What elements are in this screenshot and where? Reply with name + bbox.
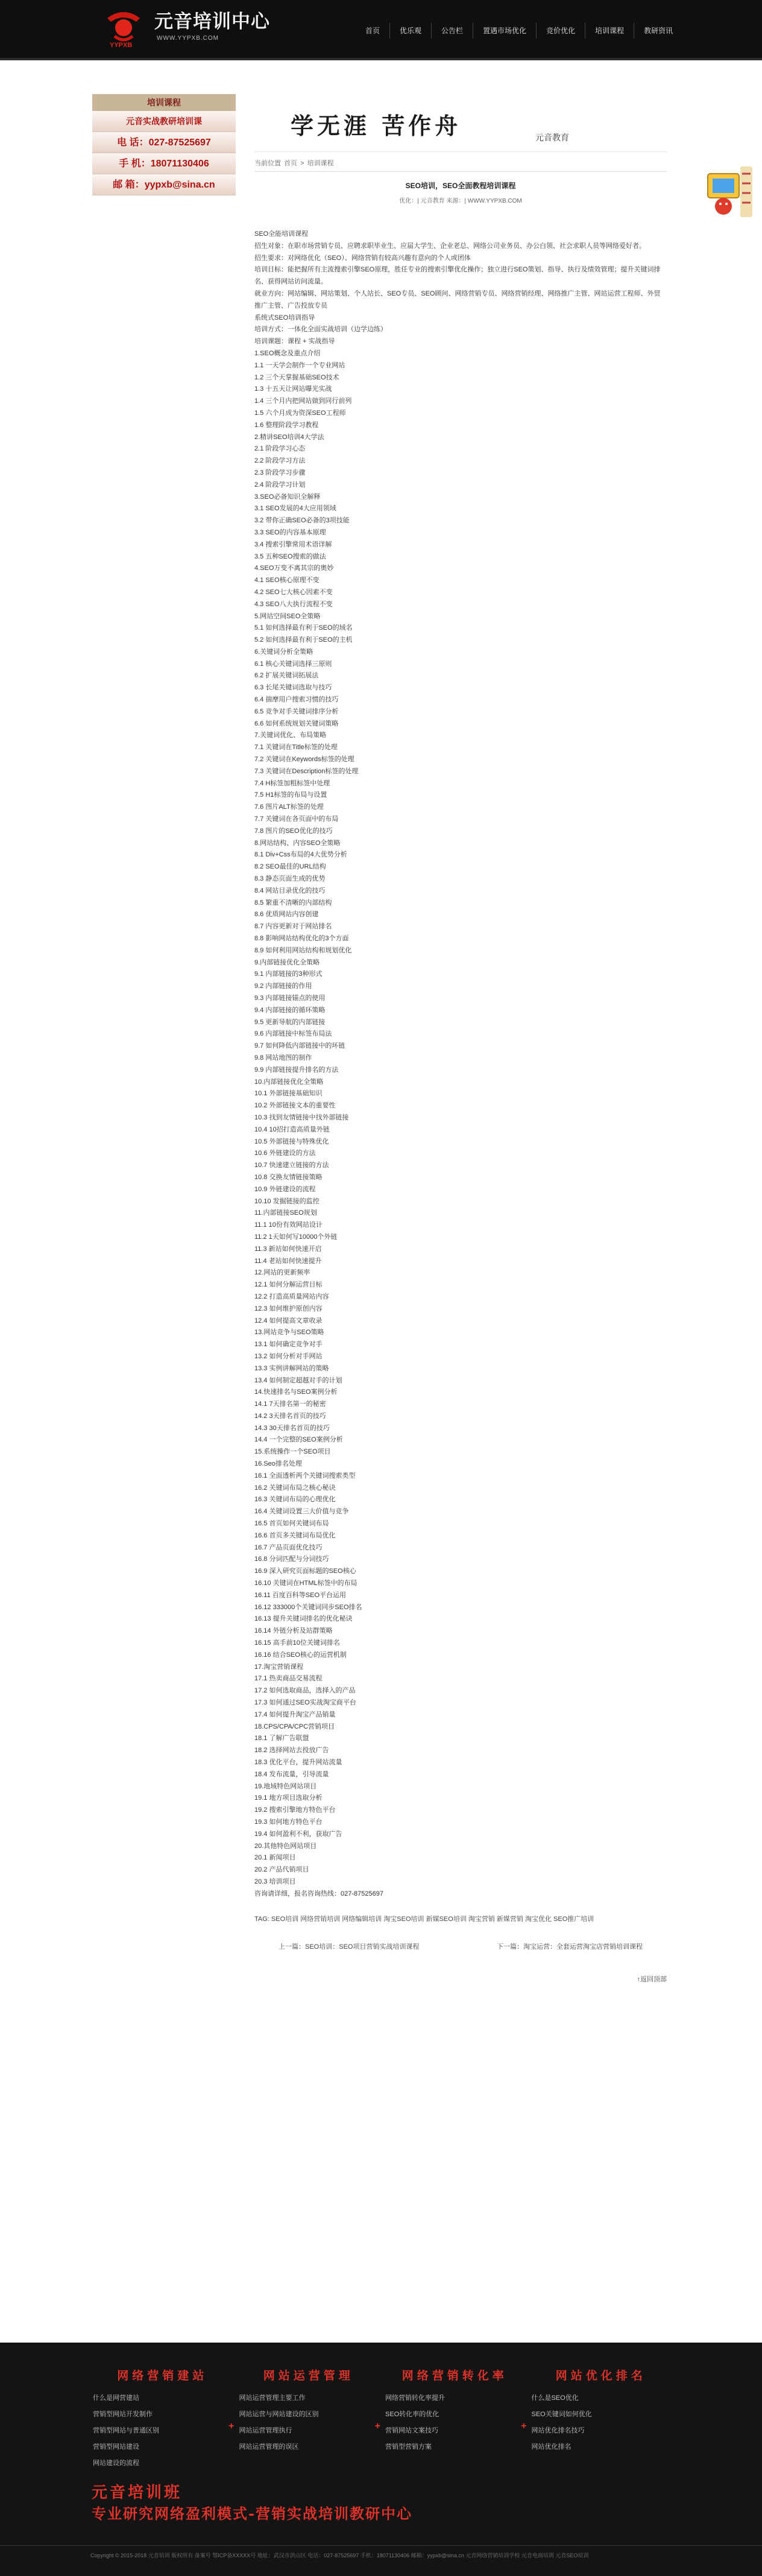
article-line: 4.2 SEO七大核心因素不变: [254, 588, 333, 596]
article-line: 1.2 三个天掌握基础SEO技术: [254, 373, 339, 381]
article-line: 系统式SEO培训指导: [254, 314, 315, 321]
article-title: SEO培训，SEO全面教程培训课程: [405, 182, 516, 190]
article-line: 10.1 外部链接基础知识: [254, 1090, 323, 1098]
article-line: 培训目标：能把握所有主流搜索引擎SEO原理，胜任专业的搜索引擎优化操作；独立进行SEO策划、指导、执行及绩效管理；提升关键词排名、获得网站访问流量。: [254, 266, 661, 286]
plus-icon: +: [228, 2421, 235, 2431]
footer-col-ranking: [528, 2367, 675, 2472]
article-line: 2.精讲SEO培训4大学法: [254, 433, 324, 441]
article-line: 9.7 如何降低内部链接中的坏链: [254, 1042, 345, 1050]
article-line: 18.1 了解广告联盟: [254, 1735, 309, 1742]
article-line: 9.2 内部链接的作用: [254, 983, 312, 990]
main-content: [254, 94, 667, 1984]
article-line: 19.1 地方项目选取分析: [254, 1794, 323, 1802]
site-footer: [0, 2343, 762, 2576]
prev-next-nav: [254, 1941, 667, 1951]
article-line: 4.1 SEO核心原理不变: [254, 577, 320, 584]
footer-link[interactable]: 网站优化排名: [531, 2443, 572, 2451]
article-line: 20.2 产品代销项目: [254, 1866, 309, 1874]
article-line: 培训课题：课程 + 实战指导: [254, 338, 335, 346]
article-line: 6.2 扩展关键词拓展法: [254, 672, 319, 680]
article-line: 16.10 关键词在HTML标签中的布局: [254, 1580, 357, 1587]
article-line: 5.网站空间SEO全策略: [254, 612, 321, 620]
back-to-top-link[interactable]: ↑返回顶部: [637, 1975, 667, 1983]
article-line: 8.3 静态页面生成的优势: [254, 875, 326, 883]
article-line: 19.地域特色网站项目: [254, 1782, 317, 1790]
breadcrumb-home[interactable]: 首页: [284, 160, 298, 167]
article-line: 8.5 繁重不清晰的内部结构: [254, 899, 332, 907]
article-line: 16.15 高手前10位关键词排名: [254, 1639, 340, 1647]
site-header: [0, 0, 762, 60]
nav-market-optimize[interactable]: 置遇市场优化: [473, 23, 536, 39]
article-line: 16.2 关键词布局之核心秘诀: [254, 1484, 336, 1492]
article-line: 10.8 交换友情链接策略: [254, 1173, 323, 1181]
article-line: SEO全能培训课程: [254, 230, 309, 238]
article-line: 10.4 10招打造高质量外链: [254, 1125, 330, 1133]
article-line: 6.6 如何系统规划关键词策略: [254, 720, 339, 727]
footer-col-title: 网络营销转化率: [401, 2369, 508, 2382]
article-line: 9.1 内部链接的3种形式: [254, 970, 323, 978]
article-line: 咨询请详细，报名咨询热线：027-87525697: [254, 1890, 383, 1897]
article-line: 10.5 外部链接与特殊优化: [254, 1138, 329, 1145]
plus-icon: +: [374, 2421, 380, 2431]
article-line: 6.关键词分析全策略: [254, 648, 313, 656]
article-line: 20.1 新闻项目: [254, 1854, 296, 1862]
article-line: 16.13 提升关键词排名的优化秘诀: [254, 1615, 353, 1623]
article-line: 15.系统操作一个SEO项目: [254, 1448, 331, 1456]
article-line: 10.2 外部链接文本的重要性: [254, 1102, 336, 1110]
footer-slogan-title: 元音培训班: [92, 2484, 183, 2502]
article-line: 7.7 关键词在各页面中的布局: [254, 815, 339, 823]
breadcrumb-courses[interactable]: 培训课程: [307, 160, 334, 167]
article-line: 7.2 关键词在Keywords标签的处理: [254, 756, 354, 764]
article-line: 5.1 如何选择最有利于SEO的域名: [254, 624, 353, 632]
article-line: 招生对象：在职市场营销专员、应聘求职毕业生、应届大学生、企业老总、网络公司业务员、办公白领、社会求职人员等网络爱好者。: [254, 242, 646, 250]
article-line: 16.1 全面透析两个关键词搜索类型: [254, 1472, 356, 1479]
article-line: 3.5 五种SEO搜索的做法: [254, 552, 326, 560]
article-line: 17.3 如何通过SEO实战淘宝商平台: [254, 1699, 356, 1707]
article-line: 16.7 产品页面优化技巧: [254, 1543, 323, 1551]
calligraphy-banner: [254, 94, 667, 152]
footer-link[interactable]: 营销型网站开发制作: [93, 2411, 153, 2418]
article-line: 18.4 发布流量，引导流量: [254, 1770, 329, 1778]
logo-icon: [101, 4, 146, 48]
article-line: 8.8 影响网站结构优化的3个方面: [254, 935, 349, 943]
footer-link[interactable]: 什么是SEO优化: [531, 2394, 579, 2402]
article-line: 1.3 十五天让网站曝光实战: [254, 385, 332, 393]
article-line: 20.其他特色网站项目: [254, 1842, 317, 1850]
article-line: 6.5 竞争对手关键词排序分析: [254, 707, 339, 715]
main-nav: [356, 23, 682, 39]
article-line: 4.SEO万变不离其宗的奥妙: [254, 565, 334, 572]
article-line: 20.3 培训项目: [254, 1878, 296, 1885]
article-line: 10.3 找到友情链接中找外部链接: [254, 1113, 349, 1121]
site-logo[interactable]: [101, 4, 276, 49]
article-line: 3.2 带你正确SEO必备的3项技能: [254, 517, 350, 525]
footer-link[interactable]: 网站运营与网站建设的区别: [239, 2411, 319, 2418]
nav-youleguan[interactable]: 优乐观: [389, 23, 431, 39]
article-line: 7.1 关键词在Title标签的处理: [254, 744, 338, 752]
article-line: 4.3 SEO八大执行流程不变: [254, 600, 333, 608]
article-line: 16.6 首页多关键词布局优化: [254, 1531, 336, 1539]
sidebar: [92, 94, 236, 195]
article-line: 16.3 关键词布局的心理优化: [254, 1496, 336, 1504]
article-line: 7.4 H标签加粗标签中处理: [254, 779, 330, 787]
article-line: 16.14 外链分析及站群策略: [254, 1627, 333, 1635]
article-line: 18.CPS/CPA/CPC营销项目: [254, 1723, 335, 1730]
footer-link[interactable]: 营销网站文案技巧: [385, 2427, 438, 2434]
plus-icon: +: [521, 2421, 527, 2431]
article-line: 1.5 六个月成为资深SEO工程师: [254, 409, 346, 417]
breadcrumb-separator: >: [300, 160, 304, 167]
prev-article-link[interactable]: 上一篇：SEO培训：SEO项目营销实战培训课程: [279, 1943, 420, 1951]
article-line: 9.4 内部链接的循环策略: [254, 1006, 326, 1014]
article-line: 16.11 百度百科等SEO平台运用: [254, 1591, 346, 1599]
logo-title: 元音培训中心: [154, 11, 270, 33]
footer-link[interactable]: 网站运营管理执行: [239, 2427, 292, 2434]
sidebar-mobile: 手 机：18071130406: [92, 153, 236, 174]
article-line: 12.3 如何维护原创内容: [254, 1305, 323, 1312]
article-line: 2.1 阶段学习心态: [254, 445, 306, 453]
article-line: 1.4 三个月内把网站做到同行前列: [254, 397, 352, 405]
footer-col-title: 网站运营管理: [263, 2369, 354, 2382]
article-line: 16.16 结合SEO核心的运营机制: [254, 1651, 347, 1659]
article-line: 7.5 H1标签的布局与设置: [254, 791, 327, 799]
article-line: 9.5 更新导航的内部链接: [254, 1018, 326, 1026]
floating-consult-icon[interactable]: [703, 162, 754, 224]
article-line: 14.1 7天排名第一的秘密: [254, 1400, 326, 1408]
article-line: 13.网站竞争与SEO策略: [254, 1329, 324, 1337]
article-line: 17.淘宝营销课程: [254, 1663, 304, 1671]
article-line: 19.2 搜索引擎地方特色平台: [254, 1806, 336, 1814]
article-line: 13.1 如何确定竞争对手: [254, 1341, 323, 1349]
article-line: 10.9 外链建设的流程: [254, 1185, 316, 1193]
footer-link[interactable]: 网站运营管理主要工作: [239, 2394, 306, 2402]
article-meta: 优化：| 元音教育 来源：| WWW.YYPXB.COM: [399, 198, 522, 204]
article-line: 17.2 如何选取商品，选择入的产品: [254, 1687, 356, 1695]
footer-link[interactable]: 网站建设的流程: [93, 2460, 139, 2467]
article-line: 16.Seo排名处理: [254, 1460, 302, 1468]
nav-courses[interactable]: 培训课程: [585, 23, 634, 39]
article-line: 1.1 一天学会制作一个专业网站: [254, 361, 345, 369]
article-line: 培训方式：一体化全面实战培训（边学边练）: [254, 326, 387, 334]
article-line: 11.4 老站如何快速提升: [254, 1257, 322, 1265]
article-line: 3.4 搜索引擎常用术语详解: [254, 540, 332, 548]
article-line: 12.4 如何提高文章收录: [254, 1317, 323, 1324]
article-line: 7.3 关键词在Description标签的处理: [254, 767, 359, 775]
article-line: 2.4 阶段学习计划: [254, 481, 306, 489]
logo-url: WWW.YYPXB.COM: [157, 35, 219, 42]
article-line: 9.内部链接优化全策略: [254, 958, 320, 966]
article-line: 11.1 10份有效网站设计: [254, 1221, 323, 1229]
article-line: 6.3 长尾关键词选取与技巧: [254, 684, 332, 692]
article-line: 7.8 图片的SEO优化的技巧: [254, 827, 333, 835]
article-body: [254, 229, 667, 1900]
article-line: 招生要求：对网络优化（SEO）、网络营销有较高兴趣有意向的个人或团体: [254, 254, 471, 262]
sidebar-email: 邮 箱：yypxb@sina.cn: [92, 174, 236, 195]
article-line: 8.6 优质网站内容创建: [254, 911, 319, 919]
article-line: 5.2 如何选择最有利于SEO的主机: [254, 636, 353, 644]
footer-link[interactable]: SEO关键词如何优化: [531, 2411, 592, 2418]
article-line: 12.1 如何分解运营目标: [254, 1281, 323, 1289]
article-line: 2.3 阶段学习步骤: [254, 469, 306, 476]
breadcrumb: [254, 158, 667, 172]
footer-link[interactable]: 营销型营销方案: [385, 2443, 432, 2451]
article-line: 12.网站的更新频率: [254, 1269, 310, 1277]
footer-link[interactable]: 什么是网营建站: [93, 2394, 139, 2402]
article-line: 14.快速排名与SEO案例分析: [254, 1388, 338, 1396]
footer-link[interactable]: 营销型网站与普通区别: [93, 2427, 159, 2434]
article-line: 17.1 热卖商品交易流程: [254, 1675, 323, 1683]
article-line: 6.1 核心关键词选择三原则: [254, 660, 332, 668]
article-line: 18.2 选择网站去投放广告: [254, 1747, 329, 1755]
footer-col-title: 网络营销建站: [117, 2369, 208, 2382]
footer-link[interactable]: 营销型网站建设: [93, 2443, 139, 2451]
article-line: 8.4 网站目录优化的技巧: [254, 887, 326, 894]
article-line: 3.3 SEO的内容基本原理: [254, 528, 326, 536]
article-line: 10.7 快速建立链接的方法: [254, 1162, 329, 1169]
footer-col-title: 网站优化排名: [555, 2369, 646, 2382]
article-line: 7.6 图片ALT标签的处理: [254, 803, 324, 811]
article-line: 3.SEO必备知识全解释: [254, 493, 321, 501]
article-line: 8.1 Div+Css布局的4大优势分析: [254, 851, 347, 859]
article-line: 16.9 深入研究页面标题的SEO核心: [254, 1568, 356, 1575]
article-line: 11.内部链接SEO规划: [254, 1209, 317, 1217]
footer-copyright: Copyright © 2015-2018 元音培训 版权所有 备案号 鄂ICP备XXXXX号 地址：武汉市洪山区 电话：027-87525697 手机：18071130406 邮箱：yypxb@sina.cn 元音网络营销培训学校 元音电商培训 元音SEO培训: [90, 2552, 589, 2559]
article-line: 13.4 如何制定超越对手的计划: [254, 1376, 342, 1384]
footer-col-build: [89, 2367, 236, 2472]
article-line: 19.4 如何盈利不利，获取广告: [254, 1830, 342, 1838]
article-line: 14.2 3天排名首页的技巧: [254, 1412, 326, 1420]
footer-slogan-subtitle: 专业研究网络盈利模式-营销实战培训教研中心: [92, 2505, 412, 2522]
footer-link[interactable]: SEO转化率的优化: [385, 2411, 439, 2418]
article-line: 10.10 发掘链接的监控: [254, 1197, 320, 1205]
article-line: 2.2 阶段学习方法: [254, 457, 306, 465]
article-line: 14.3 30天排名首页的技巧: [254, 1424, 330, 1432]
article-line: 就业方向：网站编辑、网站策划、个人站长、SEO专员、SEO顾问、网络营销专员、网络营销经理、网络推广主管、网站运营工程师、外贸推广主管、广告投放专员: [254, 290, 661, 309]
article-line: 9.9 内部链接提升排名的方法: [254, 1066, 339, 1074]
footer-divider: [0, 2545, 762, 2546]
sidebar-course-name[interactable]: 元音实战教研培训课: [92, 111, 236, 132]
article-line: 13.2 如何分析对手网站: [254, 1352, 323, 1360]
article-line: 11.2 1天如何写10000个外链: [254, 1233, 338, 1241]
article-line: 8.网站结构、内容SEO全策略: [254, 839, 341, 847]
article-line: 8.9 如何利用网站结构和规划优化: [254, 946, 352, 954]
sidebar-phone: 电 话：027-87525697: [92, 132, 236, 153]
article-line: 12.2 打造高质量网站内容: [254, 1293, 329, 1300]
banner-subtitle: 元音教育: [535, 133, 569, 143]
article-line: 10.内部链接优化全策略: [254, 1078, 324, 1086]
footer-col-conversion: [382, 2367, 528, 2472]
nav-notice[interactable]: 公告栏: [431, 23, 473, 39]
logo-sub-text: YYPXB: [110, 42, 133, 48]
nav-home[interactable]: 首页: [365, 27, 380, 35]
article-line: 13.3 实例讲解网站的策略: [254, 1364, 329, 1372]
footer-link[interactable]: 网站运营管理的误区: [239, 2443, 299, 2451]
article-line: 17.4 如何提升淘宝产品销量: [254, 1710, 336, 1718]
next-article-link[interactable]: 下一篇：淘宝运营：全套运营淘宝店营销培训课程: [497, 1943, 643, 1951]
article-line: 1.SEO概念及重点介绍: [254, 349, 321, 357]
article-line: 9.3 内部链接锚点的使用: [254, 995, 326, 1002]
article-line: 8.2 SEO最佳的URL结构: [254, 863, 326, 871]
footer-link[interactable]: 网站优化排名技巧: [531, 2427, 585, 2434]
article-line: 6.4 揣摩用户搜索习惯的技巧: [254, 696, 339, 704]
article-line: 16.8 分词匹配与分词技巧: [254, 1555, 329, 1563]
article-tags[interactable]: TAG: SEO培训 网络营销培训 网络编辑培训 淘宝SEO培训 新媒SEO培训 淘宝营销 新媒营销 淘宝优化 SEO推广培训: [254, 1915, 594, 1923]
article-line: 7.关键词优化、布局策略: [254, 732, 327, 739]
breadcrumb-label: 当前位置: [254, 160, 281, 167]
footer-col-operate: [236, 2367, 382, 2472]
sidebar-heading[interactable]: 培训课程: [92, 94, 236, 111]
article-line: 16.4 关键词设置三大价值与竞争: [254, 1508, 349, 1516]
article-line: 11.3 新站如何快速开启: [254, 1245, 322, 1253]
footer-link[interactable]: 网络营销转化率提升: [385, 2394, 445, 2402]
article-line: 19.3 如何地方特色平台: [254, 1818, 323, 1826]
article-line: 10.6 外链建设的方法: [254, 1150, 316, 1157]
article-line: 8.7 内容更新对于网站排名: [254, 923, 332, 931]
nav-research-news[interactable]: 教研资讯: [634, 23, 682, 39]
banner-calligraphy: 学无涯 苦作舟: [291, 112, 462, 139]
nav-bid-optimize[interactable]: 竞价优化: [536, 23, 585, 39]
article-line: 1.6 整理阶段学习教程: [254, 421, 319, 429]
article-line: 9.8 网站地图的制作: [254, 1054, 312, 1062]
article-line: 9.6 内部链接中标签布局法: [254, 1030, 332, 1038]
article-line: 16.5 首页如何关键词布局: [254, 1520, 329, 1528]
article-line: 3.1 SEO发展的4大应用领域: [254, 505, 336, 513]
article-line: 16.12 333000个关键词同步SEO排名: [254, 1603, 362, 1611]
footer-columns: [89, 2367, 674, 2472]
article-line: 14.4 一个完整的SEO案例分析: [254, 1436, 343, 1444]
article-line: 18.3 优化平台，提升网站流量: [254, 1759, 342, 1766]
